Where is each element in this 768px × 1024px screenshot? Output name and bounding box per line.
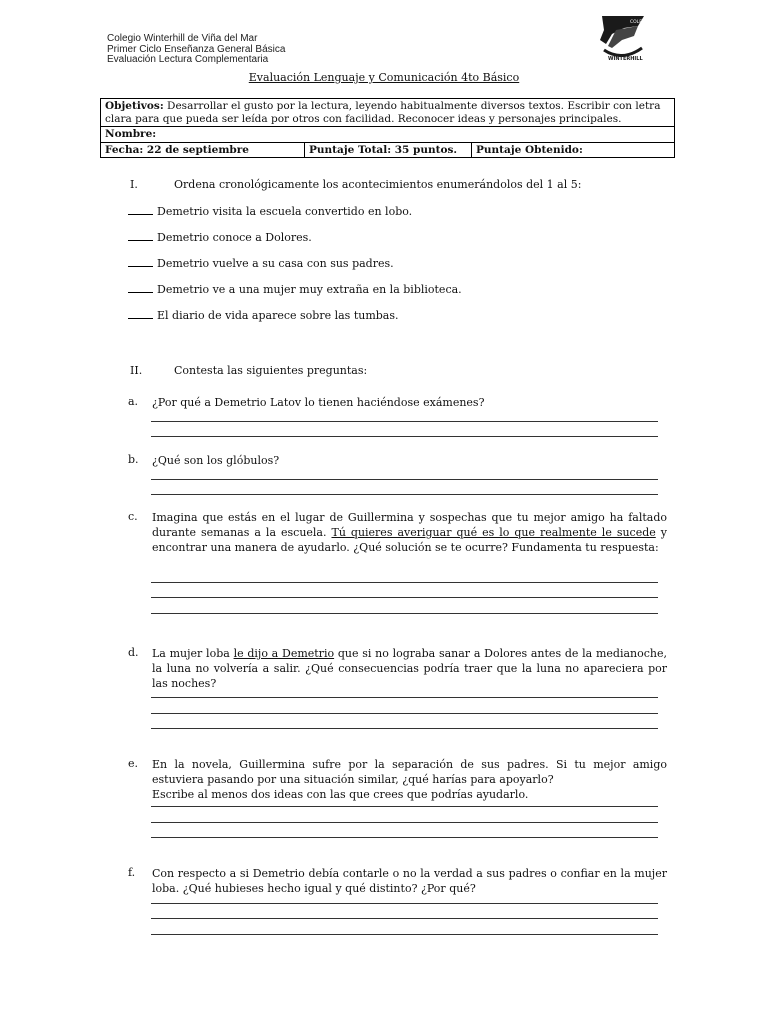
school-header: [107, 34, 285, 66]
order-blank[interactable]: [128, 230, 153, 241]
answer-line[interactable]: [151, 728, 658, 729]
answer-line[interactable]: [151, 479, 658, 480]
ordering-item: El diario de vida aparece sobre las tumbas.: [128, 308, 399, 322]
answer-line[interactable]: [151, 597, 658, 598]
section-1-numeral: I.: [130, 178, 138, 191]
worksheet-page: Colegio Winterhill de Viña del Mar Primer Ciclo Enseñanza General Básica Evaluación Lectura Complementaria COLEGIO WINTERHILL Evaluación Lenguaje y Comunicación 4to Básico Objetivos: Desarrollar el gusto por la lectura, leyendo habitualmente diversos textos. Escribir con letra clara para que pueda ser leída por otros con facilidad. Reconocer ideas y personajes principales. Nombre: Fecha: 22 de septiembre Puntaje Total: 35 puntos. Puntaje Obtenido: I. Ordena cronológicamente los acontecimientos enumerándolos del 1 al 5: Demetrio visita la escuela convertido en lobo. Demetrio conoce a Dolores. Demetrio vuelve a su casa con sus padres. Demetrio ve a una mujer muy extraña en la biblioteca. El diario de vida aparece sobre las tumbas. II. Contesta las siguientes preguntas: a. ¿Por qué a Demetrio Latov lo tienen haciéndose exámenes? b. ¿Qué son los glóbulos? c. Imagina que estás en el lugar de Guillermina y sospechas que tu mejor amigo ha faltado durante semanas a la escuela. Tú quieres averiguar qué es lo que realmente le sucede y encontrar una manera de ayudarlo. ¿Qué solución se te ocurre? Fundamenta tu respuesta: d. La mujer loba le dijo a Demetrio que si no lograba sanar a Dolores antes de la medianoche, la luna no volvería a salir. ¿Qué consecuencias podría traer que la luna no apareciera por las noches? e. En la novela, Guillermina sufre por la separación de sus padres. Si tu mejor amigo estuviera pasando por una situación similar, ¿qué harías para apoyarlo? Escribe al menos dos ideas con las que crees que podrías ayudarlo. f. Con respecto a si Demetrio debía contarle o no la verdad a sus padres o confiar en la mujer loba. ¿Qué hubieses hecho igual y qué distinto? ¿Por qué?: [0, 0, 768, 1024]
section-2-numeral: II.: [130, 364, 143, 377]
answer-line[interactable]: [151, 806, 658, 807]
evaluation-type: Evaluación Lectura Complementaria: [107, 54, 269, 65]
order-blank[interactable]: [128, 308, 153, 319]
ordering-item: Demetrio conoce a Dolores.: [128, 230, 312, 244]
underlined-phrase: le dijo a Demetrio: [233, 647, 335, 660]
info-table: [100, 98, 675, 158]
answer-line[interactable]: [151, 582, 658, 583]
answer-line[interactable]: [151, 436, 658, 437]
order-blank[interactable]: [128, 282, 153, 293]
answer-line[interactable]: [151, 903, 658, 904]
order-blank[interactable]: [128, 204, 153, 215]
date-cell: Fecha: 22 de septiembre: [101, 142, 305, 158]
answer-line[interactable]: [151, 934, 658, 935]
objectives-text: Desarrollar el gusto por la lectura, leyendo habitualmente diversos textos. Escribir con letra clara para que pueda ser leída por otros con facilidad. Reconocer ideas y personajes principales.: [105, 100, 661, 125]
answer-line[interactable]: [151, 918, 658, 919]
answer-line[interactable]: [151, 713, 658, 714]
obtained-score-label: Puntaje Obtenido:: [476, 143, 583, 156]
underlined-phrase: Tú quieres averiguar qué es lo que realmente le sucede: [331, 526, 656, 539]
section-2-title: Contesta las siguientes preguntas:: [174, 364, 368, 377]
answer-line[interactable]: [151, 494, 658, 495]
answer-line[interactable]: [151, 613, 658, 614]
answer-line[interactable]: [151, 697, 658, 698]
answer-line[interactable]: [151, 822, 658, 823]
objectives-cell: [101, 99, 675, 127]
ordering-item: Demetrio visita la escuela convertido en lobo.: [128, 204, 412, 218]
document-title: Evaluación Lenguaje y Comunicación 4to Básico: [248, 71, 520, 84]
ordering-item: Demetrio ve a una mujer muy extraña en la biblioteca.: [128, 282, 462, 296]
name-label: Nombre:: [105, 128, 157, 140]
svg-text:WINTERHILL: WINTERHILL: [608, 56, 643, 62]
colegio-winterhill-logo-icon: [594, 12, 650, 62]
ordering-item: Demetrio vuelve a su casa con sus padres.: [128, 256, 394, 270]
section-1-title: Ordena cronológicamente los acontecimientos enumerándolos del 1 al 5:: [174, 178, 582, 191]
school-cycle: Primer Ciclo Enseñanza General Básica: [107, 43, 286, 55]
obtained-score-field[interactable]: [472, 142, 675, 158]
svg-text:COLEGIO: COLEGIO: [630, 20, 650, 25]
order-blank[interactable]: [128, 256, 153, 267]
name-field[interactable]: [101, 127, 675, 143]
answer-line[interactable]: [151, 837, 658, 838]
school-name: Colegio Winterhill de Viña del Mar: [107, 33, 258, 44]
objectives-label: Objetivos:: [105, 100, 164, 112]
total-score-cell: Puntaje Total: 35 puntos.: [305, 142, 472, 158]
answer-line[interactable]: [151, 421, 658, 422]
